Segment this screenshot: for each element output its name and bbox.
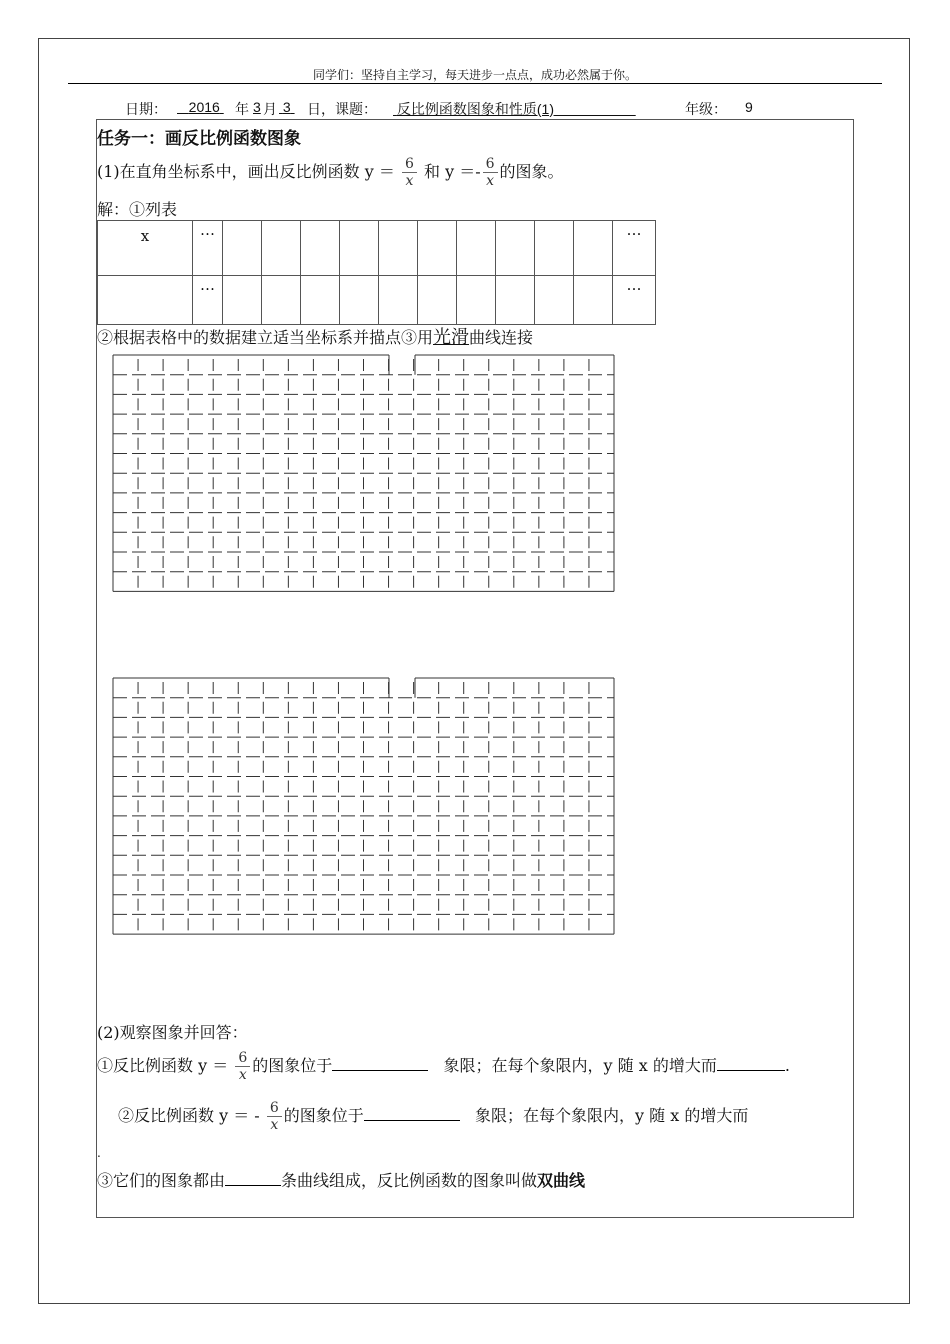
fraction-6-over-x-4: $\frac{6}{x}$ (267, 1100, 282, 1133)
answer-1: ①反比例函数 y ＝ $\frac{6}{x}$ 的图象位于 象限；在每个象限内，y 随 x 的增大而 . (97, 1050, 790, 1083)
table-cell[interactable] (379, 276, 418, 325)
quadrant-blank-2[interactable] (364, 1106, 460, 1121)
answer-3: ③它们的图象都由 条曲线组成，反比例函数的图象叫做双曲线 (97, 1171, 586, 1190)
table-cell[interactable] (574, 221, 613, 276)
answer-2-end-dot: . (97, 1146, 101, 1160)
table-cell[interactable] (223, 276, 262, 325)
month-value: 3 (253, 99, 261, 115)
table-cell[interactable] (457, 276, 496, 325)
date-label: 日期： (125, 101, 167, 117)
table-cell[interactable] (535, 221, 574, 276)
task2-title: (2)观察图象并回答： (97, 1023, 248, 1042)
table-cell[interactable] (496, 276, 535, 325)
table-cell[interactable] (340, 221, 379, 276)
smooth-word: 光滑 (433, 327, 470, 348)
table-cell[interactable] (262, 276, 301, 325)
x-label-cell: x (98, 221, 193, 276)
table-cell[interactable] (496, 221, 535, 276)
table-cell[interactable] (340, 276, 379, 325)
graph-paper-1[interactable] (108, 350, 620, 600)
task1-question (97, 156, 564, 189)
count-blank[interactable] (225, 1171, 281, 1186)
grade-value: 9 (745, 99, 753, 115)
fraction-6-over-x: $\frac{6}{x}$ (402, 156, 417, 189)
fraction-6-over-x-2: $\frac{6}{x}$ (483, 156, 498, 189)
table-cell[interactable] (301, 221, 340, 276)
hyperbola-term: 双曲线 (537, 1171, 586, 1190)
grade-label: 年级： (685, 101, 727, 117)
fraction-6-over-x-3: $\frac{6}{x}$ (235, 1050, 250, 1083)
day-and-topic-label: 日，课题： (307, 101, 377, 117)
solution-label: 解：①列表 (97, 200, 178, 219)
table-row (98, 276, 656, 325)
table-row (98, 221, 656, 276)
table-cell[interactable] (223, 221, 262, 276)
month-char: 月 (263, 101, 277, 117)
value-table (97, 220, 656, 325)
table-cell[interactable] (379, 221, 418, 276)
year-char: 年 (235, 101, 249, 117)
trend-blank-1[interactable] (717, 1056, 785, 1071)
table-cell[interactable] (262, 221, 301, 276)
table-cell[interactable] (574, 276, 613, 325)
q1-prefix: (1)在直角坐标系中，画出反比例函数 y ＝ (97, 162, 395, 181)
answer-2: ②反比例函数 y ＝ - $\frac{6}{x}$ 的图象位于 象限；在每个象限内，y 随 x 的增大而 (118, 1100, 749, 1133)
header-divider (68, 83, 882, 84)
ellipsis-cell: … (613, 276, 656, 325)
ellipsis-cell: … (193, 276, 223, 325)
ellipsis-cell: … (613, 221, 656, 276)
table-cell[interactable] (535, 276, 574, 325)
graph-paper-2[interactable] (108, 673, 620, 943)
step2-instruction: ②根据表格中的数据建立适当坐标系并描点③用光滑曲线连接 (97, 327, 534, 348)
quadrant-blank-1[interactable] (332, 1056, 428, 1071)
table-cell[interactable] (457, 221, 496, 276)
motto: 同学们：坚持自主学习，每天进步一点点，成功必然属于你。 (312, 68, 637, 82)
topic-value: 反比例函数图象和性质(1) (396, 101, 555, 117)
q1-mid: 和 y ＝- (424, 162, 481, 181)
ellipsis-cell: … (193, 221, 223, 276)
table-cell[interactable] (418, 276, 457, 325)
year-value: 2016 (188, 99, 220, 115)
day-value: 3 (282, 99, 291, 115)
table-cell[interactable] (301, 276, 340, 325)
table-cell[interactable] (418, 221, 457, 276)
task1-title: 任务一：画反比例函数图象 (97, 129, 301, 149)
q1-suffix: 的图象。 (499, 162, 564, 181)
y-label-cell[interactable] (98, 276, 193, 325)
